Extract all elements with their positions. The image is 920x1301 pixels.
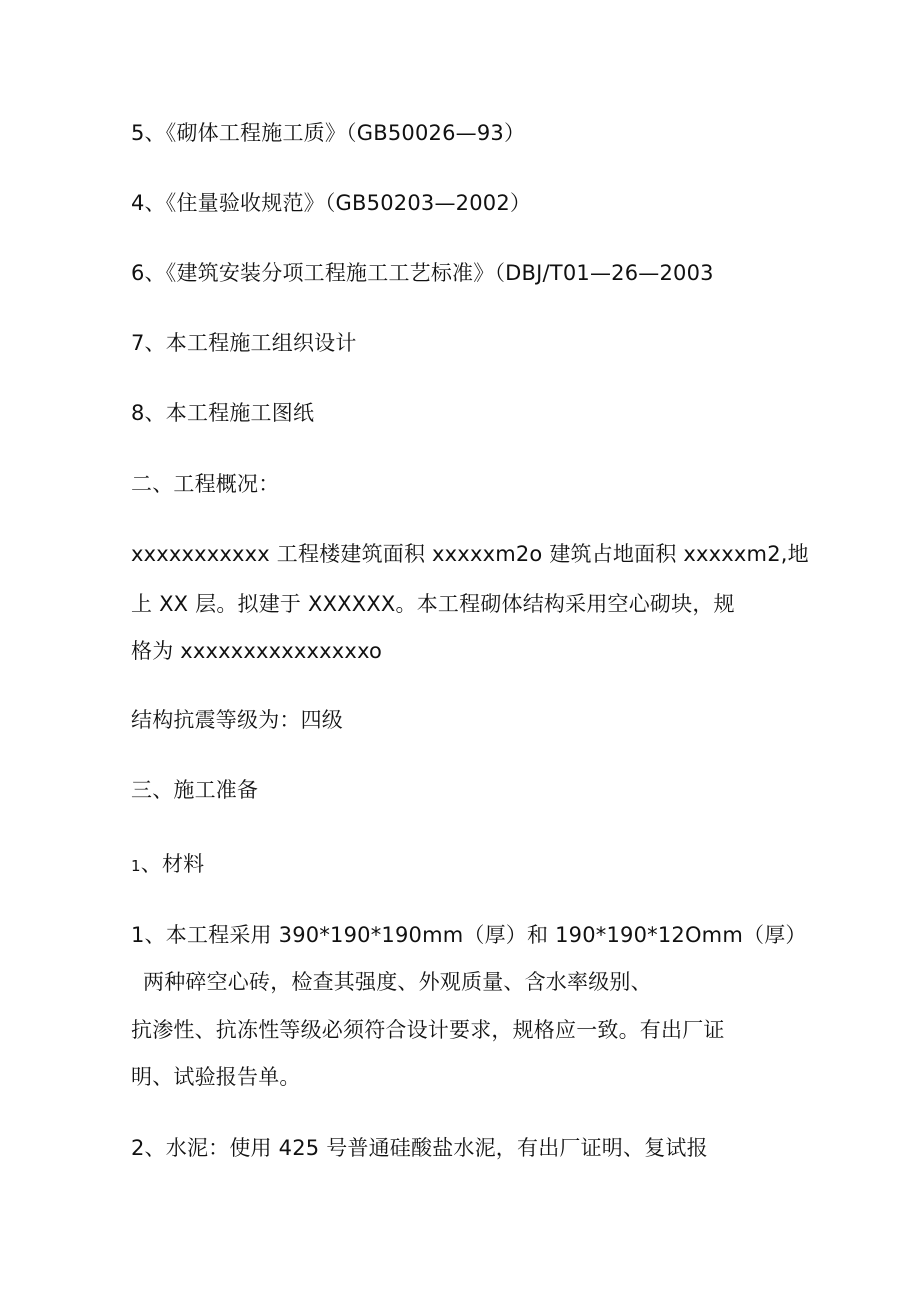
reference-item-6: 6、《建筑安装分项工程施工工艺标准》（DBJ/T01—26—2003 [131,261,714,285]
materials-heading-label: 、材料 [140,852,205,876]
reference-item-8: 8、本工程施工图纸 [131,401,315,425]
overview-paragraph-line: 格为 xxxxxxxxxxxxxxxo [131,639,383,663]
reference-item-5: 5、《砌体工程施工质》（GB50026—93） [131,121,526,145]
overview-paragraph-line: 上 XX 层。拟建于 XXXXXX。本工程砌体结构采用空心砌块，规 [131,592,735,616]
reference-item-7: 7、本工程施工组织设计 [131,331,357,355]
material-item-1-line: 1、本工程采用 390*190*190mm（厚）和 190*190*12Omm（厚） [131,923,807,947]
reference-item-4: 4、《住量验收规范》（GB50203—2002） [131,191,532,215]
material-item-1-line: 两种碎空心砖，检查其强度、外观质量、含水率级别、 [143,970,652,994]
material-item-1-line: 抗渗性、抗冻性等级必须符合设计要求，规格应一致。有出厂证 [131,1018,725,1042]
overview-paragraph-line: xxxxxxxxxxx 工程楼建筑面积 xxxxxm2o 建筑占地面积 xxxxxm2,地 [131,542,809,566]
material-item-1-line: 明、试验报告单。 [131,1065,301,1089]
materials-heading [131,849,204,881]
section-heading-overview: 二、工程概况： [131,472,280,496]
section-heading-preparation: 三、施工准备 [131,778,259,802]
seismic-grade-text: 结构抗震等级为：四级 [131,708,343,732]
material-item-2-line: 2、水泥：使用 425 号普通硅酸盐水泥，有出厂证明、复试报 [131,1136,708,1160]
materials-heading-number: 1 [131,857,141,875]
